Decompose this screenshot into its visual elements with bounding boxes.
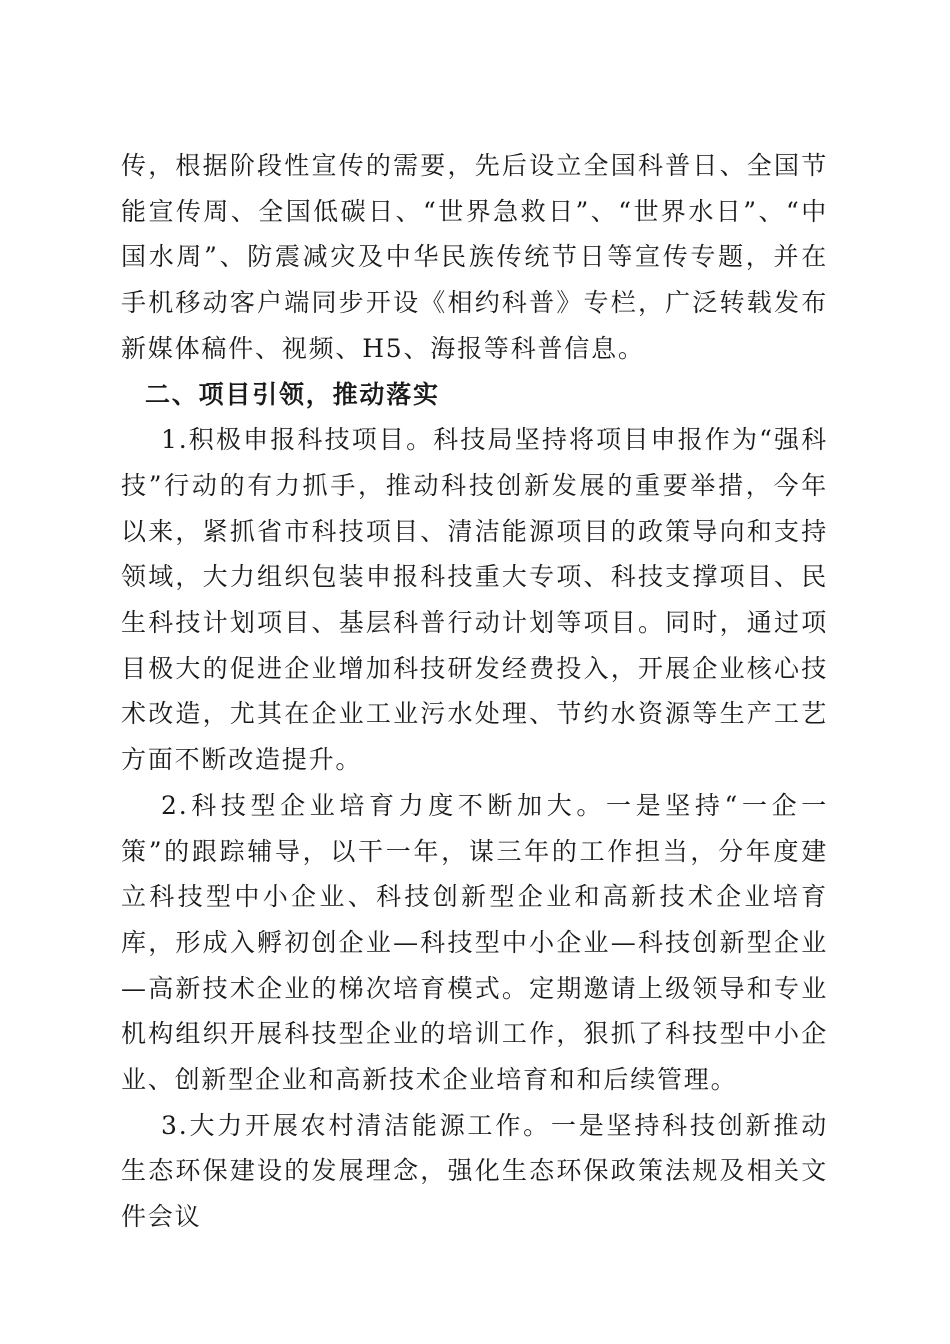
paragraph-continuation: 传，根据阶段性宣传的需要，先后设立全国科普日、全国节能宣传周、全国低碳日、“世界急救日”、“世界水日”、“中国水周”、防震减灾及中华民族传统节日等宣传专题，并在手机移动客户端同步开设《相约科普》专栏，广泛转载发布新媒体稿件、视频、H5、海报等科普信息。 [121, 151, 828, 363]
paragraph-item-3: 3.大力开展农村清洁能源工作。一是坚持科技创新推动生态环保建设的发展理念，强化生态环保政策法规及相关文件会议 [121, 1110, 828, 1232]
paragraph-item-2: 2.科技型企业培育力度不断加大。一是坚持“一企一策”的跟踪辅导，以干一年，谋三年的工作担当，分年度建立科技型中小企业、科技创新型企业和高新技术企业培育库，形成入孵初创企业—科技型中小企业—科技创新型企业—高新技术企业的梯次培育模式。定期邀请上级领导和专业机构组织开展科技型企业的培训工作，狠抓了科技型中小企业、创新型企业和高新技术企业培育和和后续管理。 [121, 790, 828, 1095]
paragraph-item-1: 1.积极申报科技项目。科技局坚持将项目申报作为“强科技”行动的有力抓手，推动科技创新发展的重要举措，今年以来，紧抓省市科技项目、清洁能源项目的政策导向和支持领域，大力组织包装申报科技重大专项、科技支撑项目、民生科技计划项目、基层科普行动计划等项目。同时，通过项目极大的促进企业增加科技研发经费投入，开展企业核心技术改造，尤其在企业工业污水处理、节约水资源等生产工艺方面不断改造提升。 [121, 425, 828, 775]
section-heading: 二、项目引领，推动落实 [145, 379, 440, 409]
document-body [121, 143, 828, 1240]
